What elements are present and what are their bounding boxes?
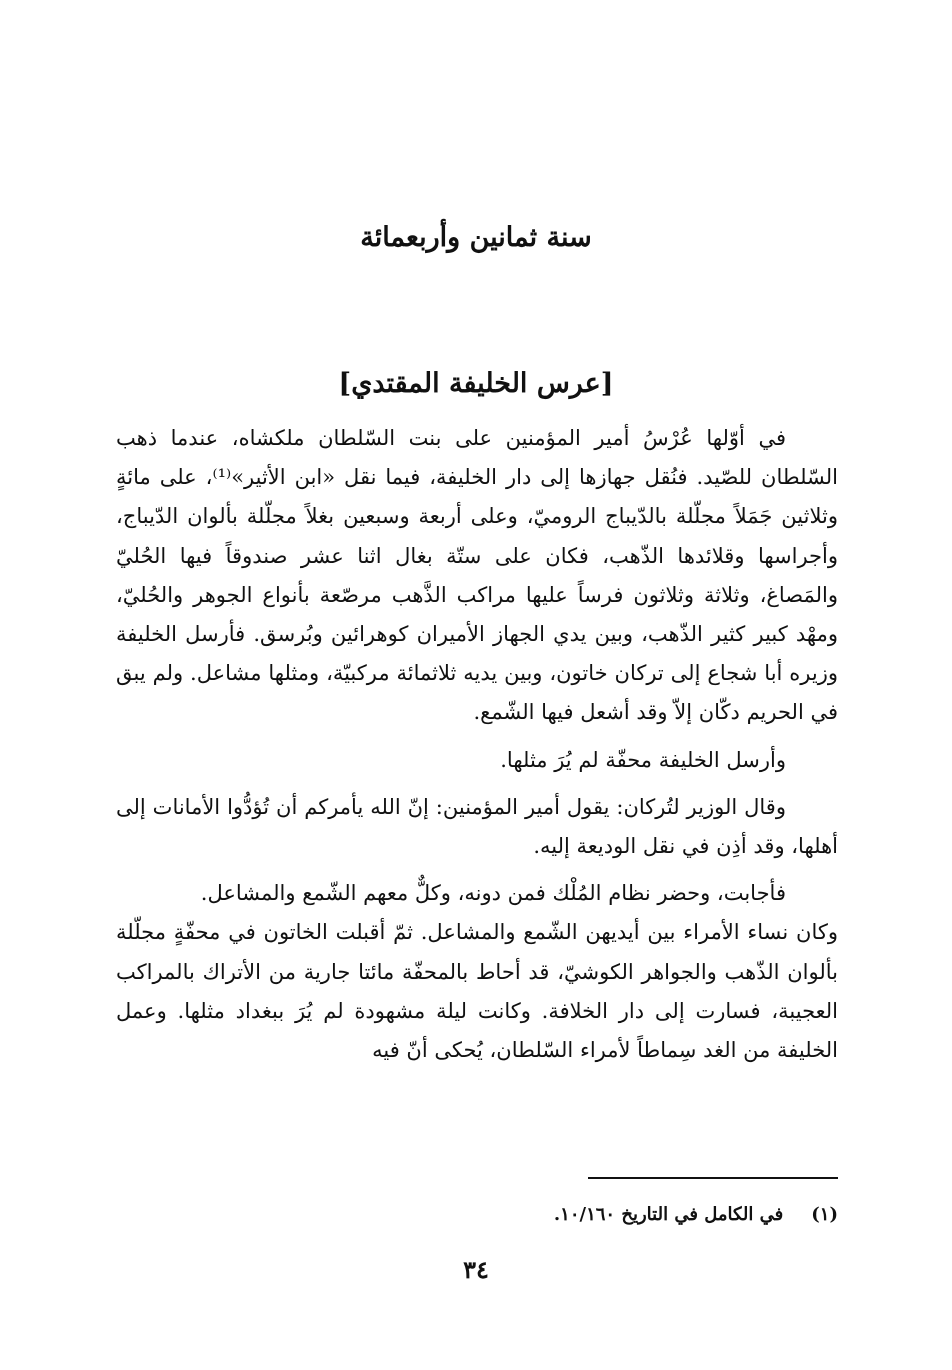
paragraph: فأجابت، وحضر نظام المُلْك فمن دونه، وكلٌّ معهم الشّمع والمشاعل. <box>200 881 786 906</box>
footnote-text: في الكامل في التاريخ ١٠/١٦٠. <box>553 1204 784 1225</box>
body-text <box>116 419 838 1070</box>
paragraph: في أوّلها عُرْسُ أمير المؤمنين على بنت السّلطان ملكشاه، عندما ذهب السّلطان للصّيد. فنُقل جهازها إلى دار الخليفة، فيما نقل «ابن الأثير»⁽¹⁾، على مائةٍ وثلاثين جَمَلاً مجلّلة بالدّيباج الروميّ، وعلى أربعة وسبعين بغلاً مجلّلة بألوان الدّيباج، وأجراسها وقلائدها الذّهب، فكان على ستّة بغال اثنا عشر صندوقاً فيها الحُليّ والمَصاغ، وثلاثة وثلاثون فرساً عليها مراكب الذَّهب مرصّعة بأنواع الجوهر والحُليّ، ومهْد كبير كثير الذّهب، وبين يدي الجهاز الأميران كوهرائين وبُرسق. فأرسل الخليفة وزيره أبا شجاع إلى تركان خاتون، وبين يديه ثلاثمائة مركبيّة، ومثلها مشاعل. ولم يبق في الحريم دكّان إلاّ وقد أشعل فيها الشّمع. <box>116 426 838 725</box>
footnote-divider <box>588 1177 838 1179</box>
footnote <box>554 1202 838 1228</box>
footnote-marker: (١) <box>811 1204 838 1225</box>
chapter-title: سنة ثمانين وأربعمائة <box>360 222 592 253</box>
section-heading: [عرس الخليفة المقتدي] <box>338 368 614 399</box>
paragraph: وقال الوزير لتُركان: يقول أمير المؤمنين: إنّ الله يأمركم أن تُؤدُّوا الأمانات إلى أهلها، وقد أذِن في نقل الوديعة إليه. <box>116 794 838 859</box>
page-number: ٣٤ <box>463 1255 489 1284</box>
paragraph: وكان نساء الأمراء بين أيديهن الشّمع والمشاعل. ثمّ أقبلت الخاتون في محفّةٍ مجلّلة بألوان الذّهب والجواهر الكوشيّ، قد أحاط بالمحفّة مائتا جارية من الأتراك بالمراكب العجيبة، فسارت إلى دار الخلافة. وكانت ليلة مشهودة لم يُرَ ببغداد مثلها. وعمل الخليفة من الغد سِماطاً لأمراء السّلطان، يُحكى أنّ فيه <box>116 920 838 1063</box>
paragraph: وأرسل الخليفة محفّة لم يُرَ مثلها. <box>500 747 786 772</box>
